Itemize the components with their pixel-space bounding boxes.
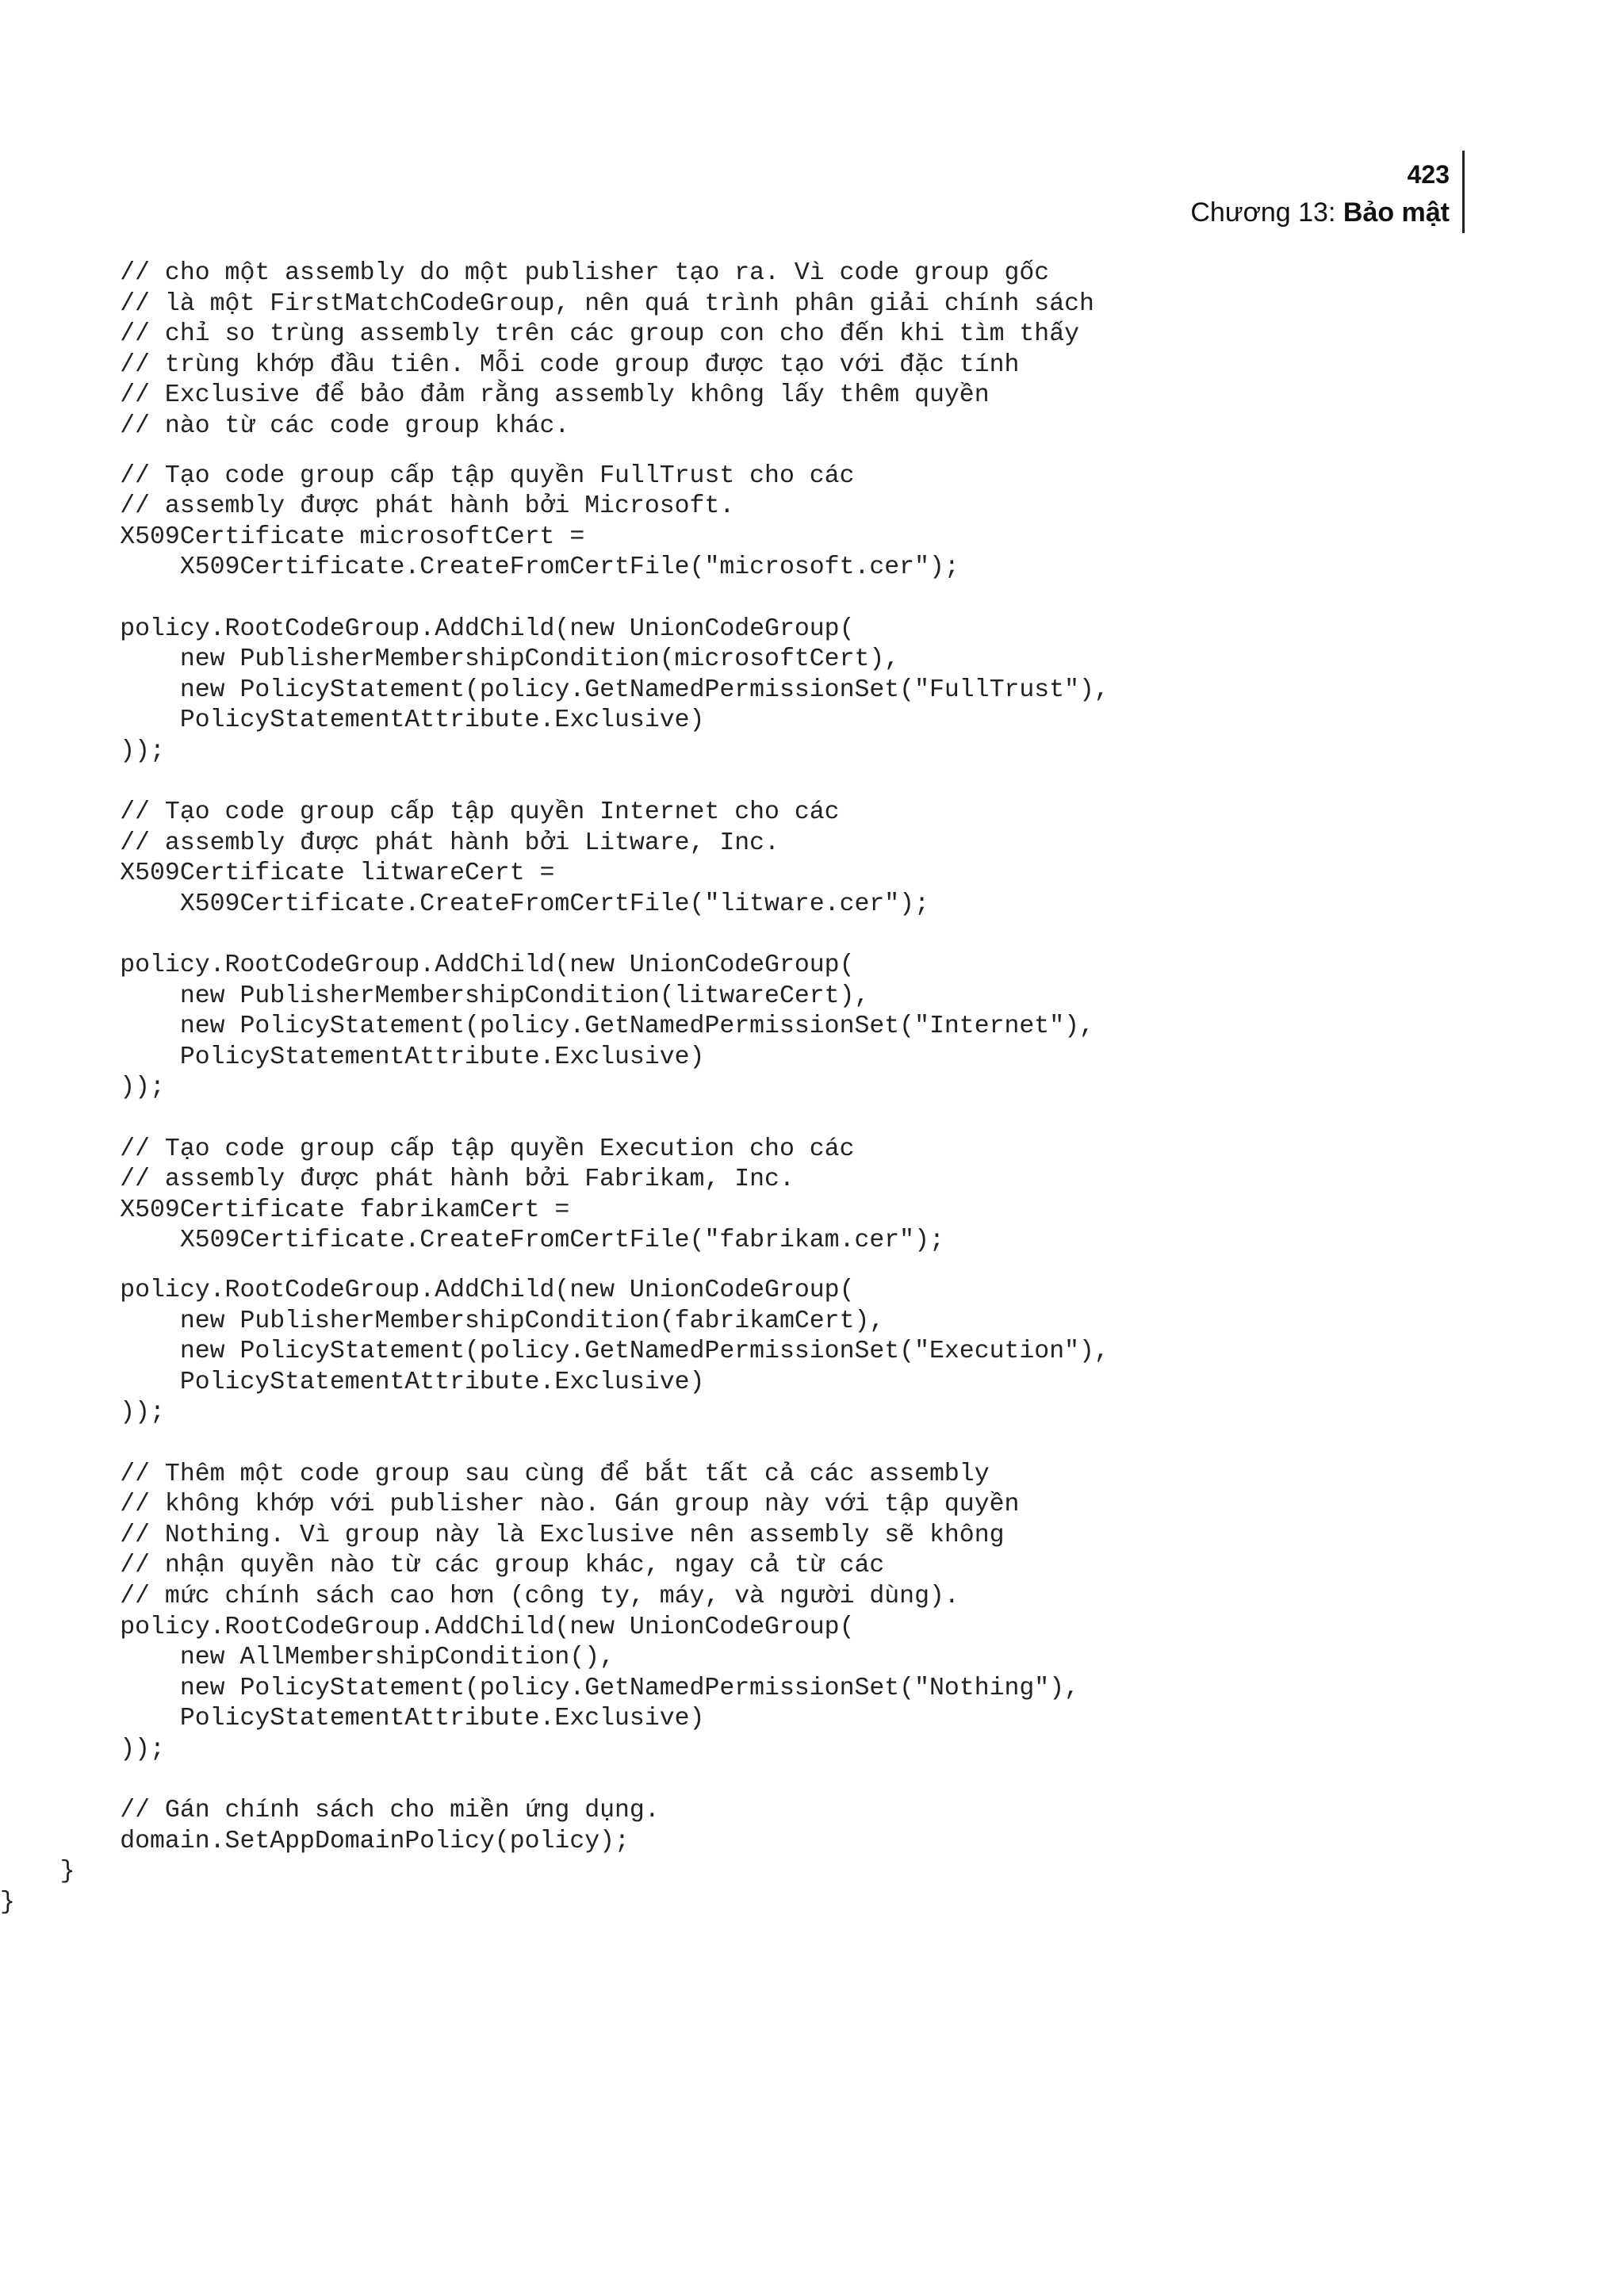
code-line: )); <box>0 737 165 765</box>
code-line: policy.RootCodeGroup.AddChild(new UnionCodeGroup( <box>0 1613 855 1641</box>
code-line: PolicyStatementAttribute.Exclusive) <box>0 1043 705 1071</box>
chapter-prefix: Chương 13: <box>1190 197 1343 228</box>
code-line: // assembly được phát hành bởi Litware, Inc. <box>0 829 779 857</box>
code-line: // Tạo code group cấp tập quyền Internet cho các <box>0 798 840 827</box>
code-line: // Thêm một code group sau cùng để bắt tất cả các assembly <box>0 1460 990 1488</box>
code-line: // nhận quyền nào từ các group khác, ngay cả từ các <box>0 1552 885 1580</box>
code-line: policy.RootCodeGroup.AddChild(new UnionCodeGroup( <box>0 1277 855 1304</box>
code-line: } <box>0 1888 15 1916</box>
code-line: X509Certificate.CreateFromCertFile("microsoft.cer"); <box>0 553 959 582</box>
code-line: // chỉ so trùng assembly trên các group con cho đến khi tìm thấy <box>0 320 1080 349</box>
header-divider <box>1462 151 1465 233</box>
code-line: // Nothing. Vì group này là Exclusive nên assembly sẽ không <box>0 1521 1005 1549</box>
code-line: )); <box>0 1735 165 1763</box>
code-line: )); <box>0 1074 165 1102</box>
code-line: X509Certificate fabrikamCert = <box>0 1196 570 1224</box>
code-line: // Exclusive để bảo đảm rằng assembly không lấy thêm quyền <box>0 381 990 410</box>
code-line: // nào từ các code group khác. <box>0 412 570 440</box>
code-line: // là một FirstMatchCodeGroup, nên quá trình phân giải chính sách <box>0 289 1094 318</box>
code-line: new PolicyStatement(policy.GetNamedPermissionSet("Execution"), <box>0 1338 1109 1366</box>
code-line-blank <box>0 1429 1109 1460</box>
code-line: new PolicyStatement(policy.GetNamedPermissionSet("Internet"), <box>0 1013 1094 1041</box>
code-line: // mức chính sách cao hơn (công ty, máy, và người dùng). <box>0 1582 959 1610</box>
code-line: PolicyStatementAttribute.Exclusive) <box>0 706 705 735</box>
code-line: X509Certificate litwareCert = <box>0 859 555 888</box>
code-line: new AllMembershipCondition(), <box>0 1644 615 1672</box>
code-line: )); <box>0 1399 165 1427</box>
code-line: PolicyStatementAttribute.Exclusive) <box>0 1368 705 1396</box>
code-line: new PublisherMembershipCondition(fabrikamCert), <box>0 1307 885 1335</box>
page-number: 423 <box>1407 160 1450 189</box>
code-line-blank <box>0 768 1109 798</box>
code-line-blank <box>0 920 1109 951</box>
code-line: // cho một assembly do một publisher tạo ra. Vì code group gốc <box>0 259 1050 287</box>
code-line: } <box>0 1858 75 1886</box>
code-line: policy.RootCodeGroup.AddChild(new UnionCodeGroup( <box>0 951 855 980</box>
code-line: new PolicyStatement(policy.GetNamedPermissionSet("FullTrust"), <box>0 676 1109 704</box>
code-line: // assembly được phát hành bởi Microsoft. <box>0 492 735 521</box>
code-line: X509Certificate.CreateFromCertFile("litware.cer"); <box>0 890 929 918</box>
code-line: domain.SetAppDomainPolicy(policy); <box>0 1827 630 1855</box>
code-line: new PolicyStatement(policy.GetNamedPermissionSet("Nothing"), <box>0 1674 1080 1702</box>
code-line: // assembly được phát hành bởi Fabrikam, Inc. <box>0 1166 795 1194</box>
page-header <box>1190 155 1450 232</box>
code-line: // không khớp với publisher nào. Gán group này với tập quyền <box>0 1491 1020 1519</box>
code-line: // Gán chính sách cho miền ứng dụng. <box>0 1797 660 1825</box>
code-line: // Tạo code group cấp tập quyền Execution cho các <box>0 1135 855 1163</box>
code-line: new PublisherMembershipCondition(microsoftCert), <box>0 645 900 674</box>
code-line: policy.RootCodeGroup.AddChild(new UnionCodeGroup( <box>0 614 855 643</box>
code-line-blank <box>0 1104 1109 1135</box>
code-line: X509Certificate microsoftCert = <box>0 523 585 551</box>
chapter-title: Bảo mật <box>1342 197 1450 228</box>
chapter-heading <box>1190 193 1450 232</box>
code-line-blank <box>0 584 1109 614</box>
code-line: new PublisherMembershipCondition(litwareCert), <box>0 982 870 1010</box>
code-line: // trùng khớp đầu tiên. Mỗi code group được tạo với đặc tính <box>0 350 1020 379</box>
code-line: PolicyStatementAttribute.Exclusive) <box>0 1705 705 1733</box>
code-line-blank <box>0 1766 1109 1797</box>
code-line: X509Certificate.CreateFromCertFile("fabrikam.cer"); <box>0 1227 944 1255</box>
code-line: // Tạo code group cấp tập quyền FullTrust cho các <box>0 461 855 490</box>
code-listing <box>0 258 1109 1918</box>
